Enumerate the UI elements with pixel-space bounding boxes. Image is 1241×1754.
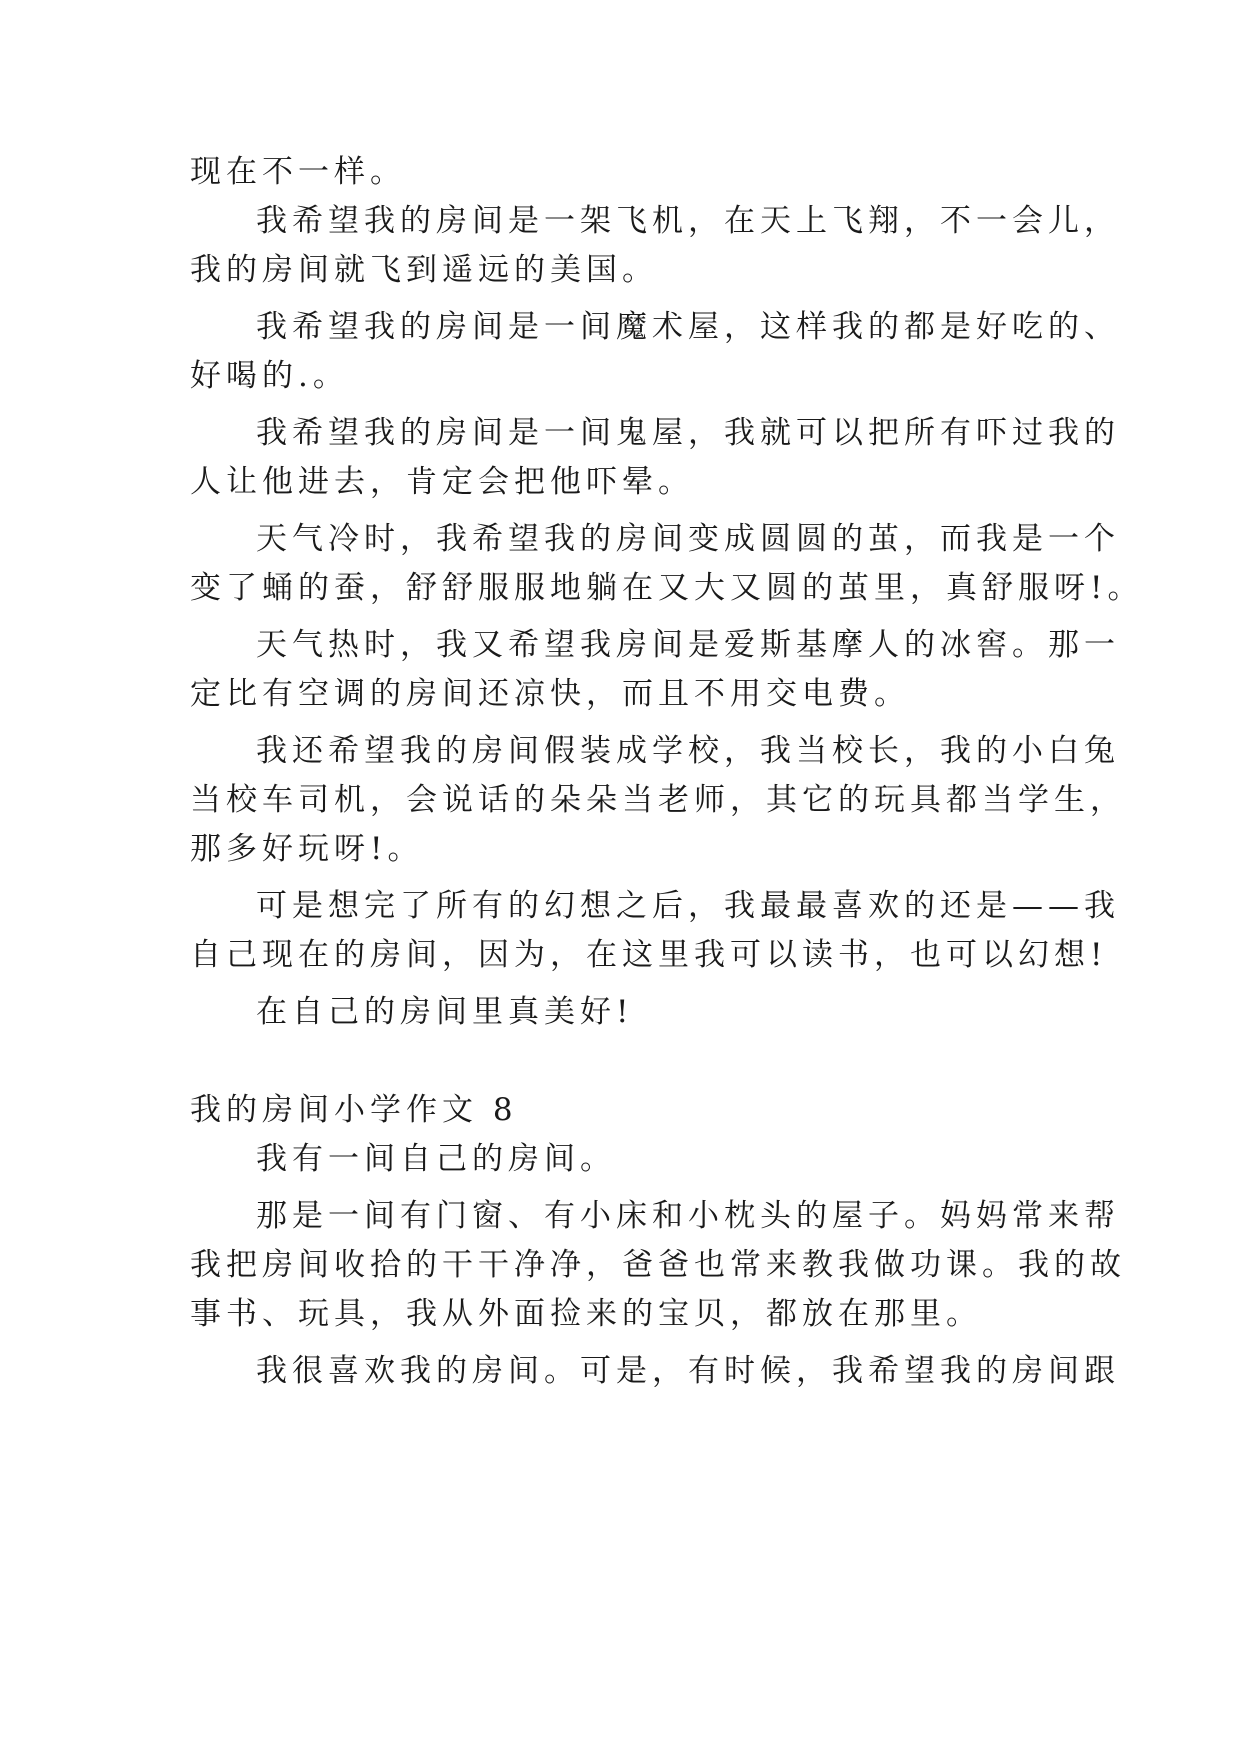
text-line: 那多好玩呀!。	[190, 831, 424, 867]
text-line: 我的房间就飞到遥远的美国。	[190, 252, 658, 288]
text-line: 在自己的房间里真美好!	[256, 994, 634, 1030]
text-line: 定比有空调的房间还凉快，而且不用交电费。	[190, 676, 910, 712]
text-line: 好喝的.。	[190, 358, 349, 394]
text-line: 我还希望我的房间假装成学校，我当校长，我的小白兔	[256, 733, 1120, 769]
text-line: 我有一间自己的房间。	[256, 1141, 616, 1177]
text-line: 人让他进去，肯定会把他吓晕。	[190, 464, 694, 500]
text-line: 变了蛹的蚕，舒舒服服地躺在又大又圆的茧里，真舒服呀!。	[190, 570, 1144, 606]
text-line: 天气热时，我又希望我房间是爱斯基摩人的冰窖。那一	[256, 627, 1120, 663]
text-line: 我把房间收拾的干干净净，爸爸也常来教我做功课。我的故	[190, 1247, 1126, 1283]
section-heading: 我的房间小学作文 8	[190, 1092, 518, 1128]
text-line: 我希望我的房间是一间魔术屋，这样我的都是好吃的、	[256, 309, 1120, 345]
text-line: 那是一间有门窗、有小床和小枕头的屋子。妈妈常来帮	[256, 1198, 1120, 1234]
text-line: 现在不一样。	[190, 154, 406, 190]
text-line: 我很喜欢我的房间。可是，有时候，我希望我的房间跟	[256, 1353, 1120, 1389]
text-line: 事书、玩具，我从外面捡来的宝贝，都放在那里。	[190, 1296, 982, 1332]
text-line: 自己现在的房间，因为，在这里我可以读书，也可以幻想!	[190, 937, 1108, 973]
text-line: 当校车司机，会说话的朵朵当老师，其它的玩具都当学生，	[190, 782, 1126, 818]
text-line: 我希望我的房间是一间鬼屋，我就可以把所有吓过我的	[256, 415, 1120, 451]
text-line: 可是想完了所有的幻想之后，我最最喜欢的还是——我	[256, 888, 1120, 924]
text-line: 天气冷时，我希望我的房间变成圆圆的茧，而我是一个	[256, 521, 1120, 557]
text-line: 我希望我的房间是一架飞机，在天上飞翔，不一会儿，	[256, 203, 1120, 239]
